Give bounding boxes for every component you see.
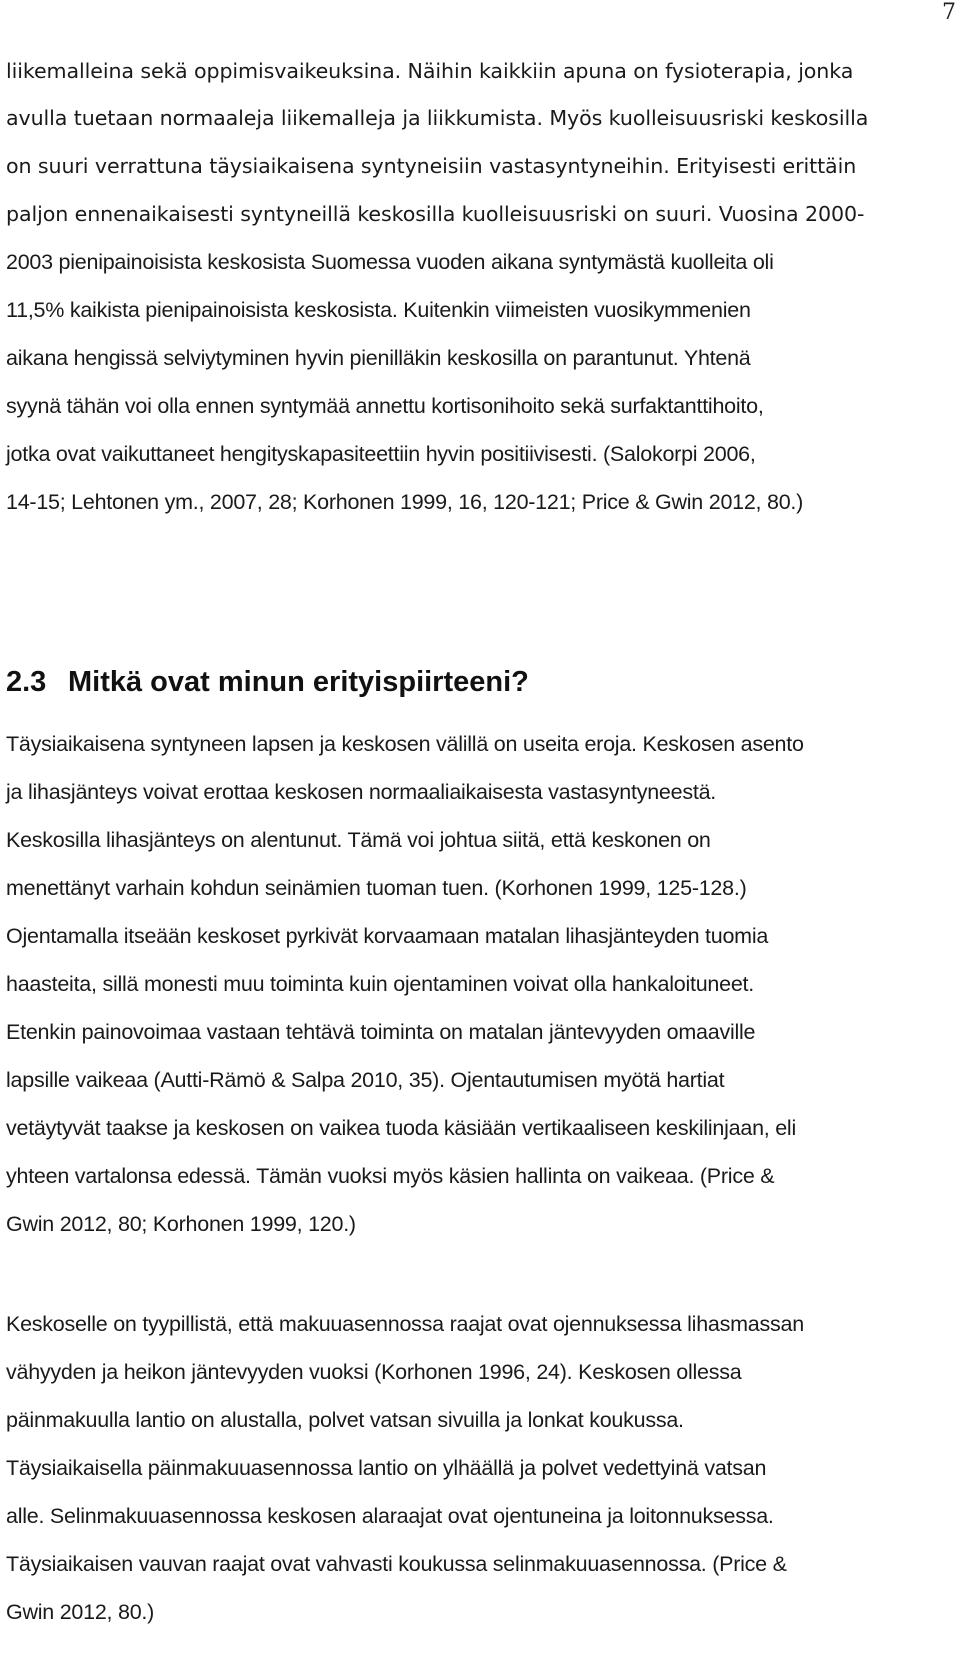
paragraph1-line-3: on suuri verrattuna täysiaikaisena syntyneisiin vastasyntyneihin. Erityisesti erittäin — [6, 154, 857, 178]
paragraph3-line-3: päinmakuulla lantio on alustalla, polvet vatsan sivuilla ja lonkat koukussa. — [6, 1408, 684, 1432]
paragraph1-line-10: 14-15; Lehtonen ym., 2007, 28; Korhonen 1999, 16, 120-121; Price & Gwin 2012, 80.) — [6, 490, 804, 514]
paragraph2-line-11: Gwin 2012, 80; Korhonen 1999, 120.) — [6, 1212, 356, 1236]
paragraph2-line-5: Ojentamalla itseään keskoset pyrkivät korvaamaan matalan lihasjänteyden tuomia — [6, 924, 769, 948]
paragraph3-line-6: Täysiaikaisen vauvan raajat ovat vahvasti koukussa selinmakuuasennossa. (Price & — [6, 1552, 787, 1576]
paragraph1-line-4: paljon ennenaikaisesti syntyneillä keskosilla kuolleisuusriski on suuri. Vuosina 2000- — [6, 202, 865, 226]
paragraph3-line-2: vähyyden ja heikon jäntevyyden vuoksi (Korhonen 1996, 24). Keskosen ollessa — [6, 1360, 742, 1384]
section-heading — [6, 665, 529, 699]
paragraph2-line-8: lapsille vaikeaa (Autti-Rämö & Salpa 2010, 35). Ojentautumisen myötä hartiat — [6, 1068, 725, 1092]
paragraph2-line-1: Täysiaikaisena syntyneen lapsen ja keskosen välillä on useita eroja. Keskosen asento — [6, 732, 804, 756]
paragraph2-line-7: Etenkin painovoimaa vastaan tehtävä toiminta on matalan jäntevyyden omaaville — [6, 1020, 756, 1044]
paragraph1-line-1: liikemalleina sekä oppimisvaikeuksina. Näihin kaikkiin apuna on fysioterapia, jonka — [6, 59, 854, 83]
paragraph2-line-2: ja lihasjänteys voivat erottaa keskosen normaaliaikaisesta vastasyntyneestä. — [6, 780, 716, 804]
paragraph2-line-4: menettänyt varhain kohdun seinämien tuoman tuen. (Korhonen 1999, 125-128.) — [6, 876, 747, 900]
paragraph3-line-1: Keskoselle on tyypillistä, että makuuasennossa raajat ovat ojennuksessa lihasmassan — [6, 1312, 804, 1336]
paragraph3-line-4: Täysiaikaisella päinmakuuasennossa lantio on ylhäällä ja polvet vedettyinä vatsan — [6, 1456, 767, 1480]
paragraph3-line-7: Gwin 2012, 80.) — [6, 1600, 155, 1624]
paragraph1-line-7: aikana hengissä selviytyminen hyvin pienilläkin keskosilla on parantunut. Yhtenä — [6, 346, 751, 370]
section-number: 2.3 — [6, 666, 47, 698]
paragraph2-line-9: vetäytyvät taakse ja keskosen on vaikea tuoda käsiään vertikaaliseen keskilinjaan, eli — [6, 1116, 796, 1140]
paragraph2-line-10: yhteen vartalonsa edessä. Tämän vuoksi myös käsien hallinta on vaikeaa. (Price & — [6, 1164, 775, 1188]
paragraph2-line-3: Keskosilla lihasjänteys on alentunut. Tämä voi johtua siitä, että keskonen on — [6, 828, 711, 852]
paragraph1-line-2: avulla tuetaan normaaleja liikemalleja ja liikkumista. Myös kuolleisuusriski keskosilla — [6, 106, 869, 130]
paragraph1-line-6: 11,5% kaikista pienipainoisista keskosista. Kuitenkin viimeisten vuosikymmenien — [6, 298, 751, 322]
paragraph1-line-5: 2003 pienipainoisista keskosista Suomessa vuoden aikana syntymästä kuolleita oli — [6, 250, 774, 274]
page-number: 7 — [942, 0, 956, 25]
paragraph1-line-8: syynä tähän voi olla ennen syntymää annettu kortisonihoito sekä surfaktanttihoito, — [6, 394, 764, 418]
section-title: Mitkä ovat minun erityispiirteeni? — [68, 666, 529, 698]
paragraph1-line-9: jotka ovat vaikuttaneet hengityskapasiteettiin hyvin positiivisesti. (Salokorpi 2006, — [6, 442, 756, 466]
paragraph3-line-5: alle. Selinmakuuasennossa keskosen alaraajat ovat ojentuneina ja loitonnuksessa. — [6, 1504, 774, 1528]
paragraph2-line-6: haasteita, sillä monesti muu toiminta kuin ojentaminen voivat olla hankaloituneet. — [6, 972, 754, 996]
